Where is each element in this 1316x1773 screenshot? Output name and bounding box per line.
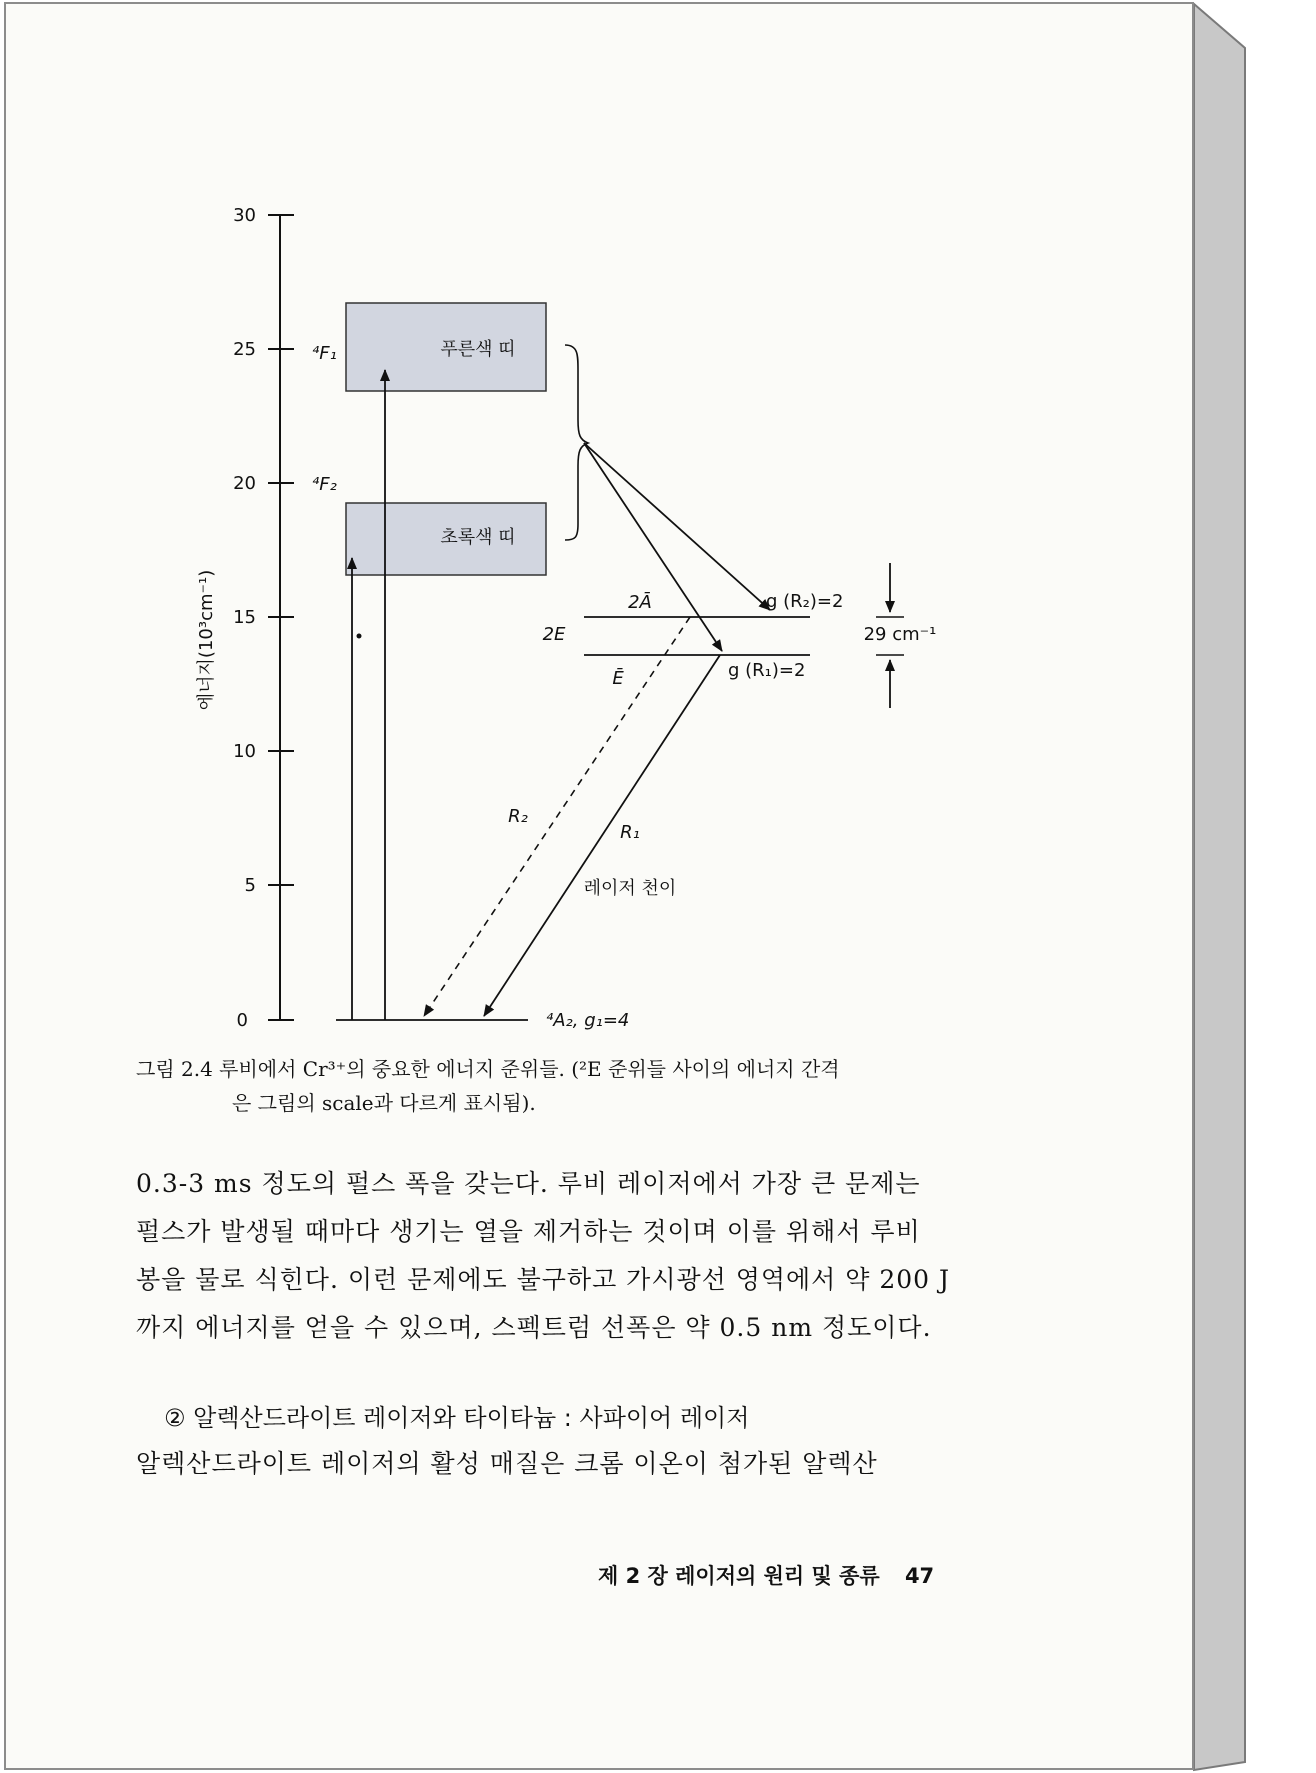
page-footer bbox=[598, 1560, 934, 1590]
section-text bbox=[136, 1440, 1006, 1488]
stray-dot bbox=[357, 634, 362, 639]
r2-transition bbox=[424, 617, 690, 1016]
ground-level-label: ⁴A₂, g₁=4 bbox=[546, 1010, 630, 1031]
section-first-line: 알렉산드라이트 레이저의 활성 매질은 크롬 이온이 첨가된 알렉산 bbox=[136, 1449, 878, 1478]
g-r2-label: g (R₂)=2 bbox=[766, 591, 844, 612]
r1-transition bbox=[484, 655, 720, 1016]
f2-label: ⁴F₂ bbox=[312, 474, 337, 495]
decay-arrow-to-e bbox=[584, 443, 722, 651]
tick-label-0: 0 bbox=[236, 1010, 248, 1031]
body-line-2: 펄스가 발생될 때마다 생기는 열을 제거하는 것이며 이를 위해서 루비 bbox=[136, 1217, 921, 1246]
footer-chapter: 제 2 장 레이저의 원리 및 종류 bbox=[598, 1564, 880, 1588]
caption-line-1: 그림 2.4 루비에서 Cr³⁺의 중요한 에너지 준위들. (²E 준위들 사이의 에너지 간격 bbox=[136, 1057, 840, 1081]
gap-label: 29 cm⁻¹ bbox=[863, 624, 937, 645]
tick-label-30: 30 bbox=[233, 205, 256, 226]
body-text bbox=[136, 1160, 1006, 1352]
body-line-3: 봉을 물로 식힌다. 이런 문제에도 불구하고 가시광선 영역에서 약 200 J bbox=[136, 1265, 951, 1294]
r1-label: R₁ bbox=[620, 822, 640, 843]
blue-band-label: 푸른색 띠 bbox=[440, 339, 516, 360]
caption-line-2: 은 그림의 scale과 다르게 표시됨). bbox=[232, 1091, 536, 1115]
level-2a-label: 2Ā bbox=[628, 592, 652, 613]
page-number: 47 bbox=[904, 1564, 935, 1588]
section-heading: ② 알렉산드라이트 레이저와 타이타늄 : 사파이어 레이저 bbox=[164, 1404, 750, 1432]
green-band-label: 초록색 띠 bbox=[440, 527, 516, 548]
level-2e-label: 2E bbox=[542, 624, 566, 645]
laser-transition-label: 레이저 천이 bbox=[583, 878, 677, 899]
tick-label-20: 20 bbox=[233, 473, 256, 494]
f1-label: ⁴F₁ bbox=[312, 343, 337, 364]
tick-label-15: 15 bbox=[233, 607, 256, 628]
y-axis-label: 에너지(10³cm⁻¹) bbox=[196, 569, 217, 711]
r2-label: R₂ bbox=[508, 806, 528, 827]
figure-caption bbox=[136, 1052, 1006, 1120]
level-e-label: Ē bbox=[612, 668, 624, 689]
tick-label-5: 5 bbox=[244, 875, 256, 896]
body-line-1: 0.3-3 ms 정도의 펄스 폭을 갖는다. 루비 레이저에서 가장 큰 문제는 bbox=[136, 1169, 921, 1198]
tick-label-10: 10 bbox=[233, 741, 256, 762]
decay-arrow-to-2a bbox=[584, 443, 770, 610]
body-line-4: 까지 에너지를 얻을 수 있으며, 스펙트럼 선폭은 약 0.5 nm 정도이다. bbox=[136, 1313, 932, 1342]
tick-label-25: 25 bbox=[233, 339, 256, 360]
g-r1-label: g (R₁)=2 bbox=[728, 660, 806, 681]
